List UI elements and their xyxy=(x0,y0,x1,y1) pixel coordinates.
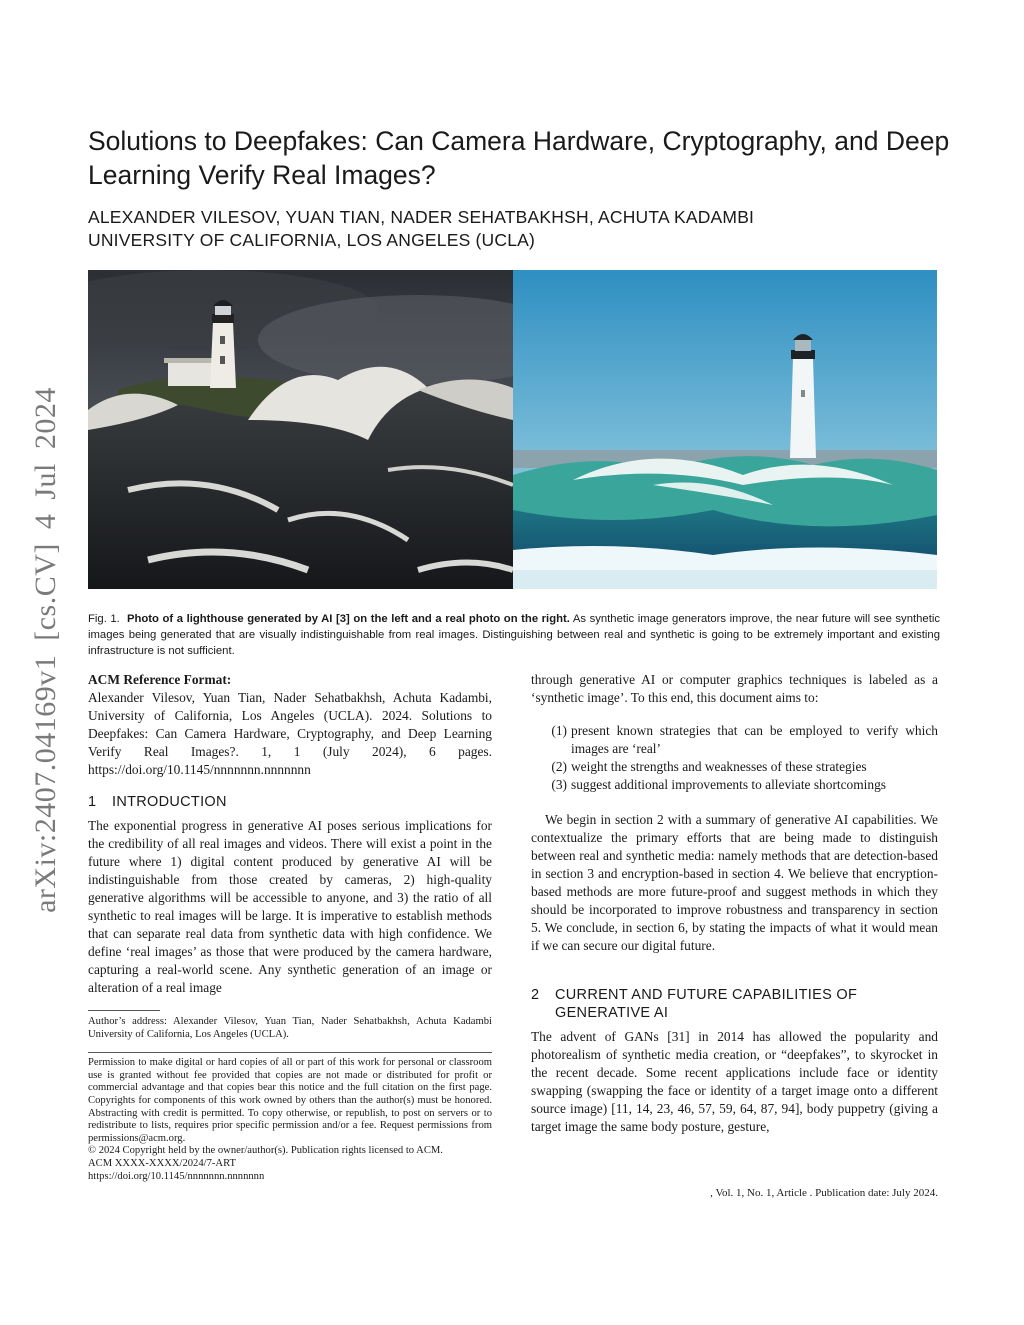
acm-reference-text: Alexander Vilesov, Yuan Tian, Nader Sehatbakhsh, Achuta Kadambi, University of California, Los Angeles (UCLA). 2024. Solutions to Deepfakes: Can Camera Hardware, Cryptography, and Deep Learning Verify Real Images?. 1, 1 (July 2024), 6 pages. https://doi.org/10.1145/nnnnnnn.nnnnnnn xyxy=(88,690,492,777)
authors-address: Author’s address: Alexander Vilesov, Yuan Tian, Nader Sehatbakhsh, Achuta Kadambi University of California, Los Angeles (UCLA). xyxy=(88,1016,492,1040)
section-2-paragraph: The advent of GANs [31] in 2014 has allowed the popularity and photorealism of synthetic media creation, or “deepfakes”, to skyrocket in the recent decade. Some recent applications include face or identity swapping (swapping the face or identity of a target image onto a different source image) [11, 14, 23, 46, 57, 59, 64, 87, 94], body puppetry (giving a target image the same body posture, gesture, xyxy=(531,1029,938,1134)
permission-notice: Permission to make digital or hard copies of all or part of this work for personal or classroom use is granted without fee provided that copies are not made or distributed for profit or commercial advantage and that copies bear this notice and the full citation on the first page. Copyrights for components of this work owned by others than the author(s) must be honored. Abstracting with credit is permitted. To copy otherwise, or republish, to post on servers or to redistribute to lists, requires prior specific permission and/or a fee. Request permissions from permissions@acm.org. xyxy=(88,1057,492,1144)
author-affiliation: UNIVERSITY OF CALIFORNIA, LOS ANGELES (UCLA) xyxy=(88,230,536,250)
author-names: ALEXANDER VILESOV, YUAN TIAN, NADER SEHATBAKHSH, ACHUTA KADAMBI xyxy=(88,207,755,227)
author-block xyxy=(88,206,948,252)
list-item-text: weight the strengths and weaknesses of these strategies xyxy=(571,759,867,774)
list-item xyxy=(531,758,938,776)
list-item xyxy=(531,776,938,794)
aims-list xyxy=(531,722,938,794)
figure-caption-text: As synthetic image generators improve, the near future will see synthetic images being generated that are visually indistinguishable from real images. Distinguishing between real and synthetic is going to be extremely important and existing infrastructure is not sufficient. xyxy=(88,613,940,657)
acm-id: ACM XXXX-XXXX/2024/7-ART xyxy=(88,1157,236,1169)
figure-label: Fig. 1. xyxy=(88,613,120,625)
intro-continuation: through generative AI or computer graphics techniques is labeled as a ‘synthetic image’. To this end, this document aims to: xyxy=(531,672,938,705)
section-2-title xyxy=(555,986,857,1022)
list-item-text: suggest additional improvements to alleviate shortcomings xyxy=(571,777,886,792)
figure-1 xyxy=(88,270,937,589)
intro-paragraph: The exponential progress in generative AI poses serious implications for the credibility of all real images and videos. There will exist a point in the future where 1) digital content produced by generative AI will be indistinguishable from those created by cameras, 2) high-quality generative algorithms will be accessible to anyone, and 3) the ratio of all synthetic to real images will be large. It is imperative to establish methods that can separate real data from synthetic data with high confidence. We define ‘real images’ as those that were produced by the camera hardware, capturing a real-world scene. Any synthetic generation of an image or alteration of a real image xyxy=(88,818,492,995)
figure-caption-bold: Photo of a lighthouse generated by AI [3] on the left and a real photo on the right. xyxy=(126,613,570,625)
list-item xyxy=(531,722,938,758)
ai-lighthouse-photo xyxy=(88,270,513,589)
list-item-number: (1) xyxy=(551,723,567,738)
list-item-text: present known strategies that can be employed to verify which images are ‘real’ xyxy=(571,723,938,756)
section-1-number: 1 xyxy=(88,794,97,810)
section-1-title: INTRODUCTION xyxy=(112,794,227,810)
section-2-title-line1: CURRENT AND FUTURE CAPABILITIES OF xyxy=(555,987,858,1003)
roadmap-paragraph: We begin in section 2 with a summary of generative AI capabilities. We contextualize the primary efforts that are being made to distinguish between real and synthetic media: namely methods that are detection-based in section 3 and encryption-based in section 4. We believe that encryption-based methods are more future-proof and suggest methods in which they should be incorporated to improve robustness and transparency in section 5. We conclude, in section 6, by stating the impacts of what it would mean if we can secure our digital future. xyxy=(531,812,938,953)
arxiv-stamp: arXiv:2407.04169v1 [cs.CV] 4 Jul 2024 xyxy=(29,387,62,913)
right-column xyxy=(531,671,938,1136)
paper-title: Solutions to Deepfakes: Can Camera Hardware, Cryptography, and Deep Learning Verify Real Images? xyxy=(88,126,950,190)
page-footer: , Vol. 1, No. 1, Article . Publication date: July 2024. xyxy=(710,1187,938,1199)
left-column xyxy=(88,671,492,1183)
list-item-number: (3) xyxy=(551,777,567,792)
section-1-heading xyxy=(88,793,492,811)
copyright-notice: © 2024 Copyright held by the owner/author(s). Publication rights licensed to ACM. xyxy=(88,1145,443,1157)
figure-caption xyxy=(88,611,940,659)
acm-reference-heading: ACM Reference Format: xyxy=(88,672,232,687)
doi-link[interactable]: https://doi.org/10.1145/nnnnnnn.nnnnnnn xyxy=(88,1170,265,1182)
real-lighthouse-photo xyxy=(513,270,937,589)
list-item-number: (2) xyxy=(551,759,567,774)
section-2-heading xyxy=(531,986,938,1022)
section-2-number: 2 xyxy=(531,987,540,1003)
section-2-title-line2: GENERATIVE AI xyxy=(555,1005,669,1021)
